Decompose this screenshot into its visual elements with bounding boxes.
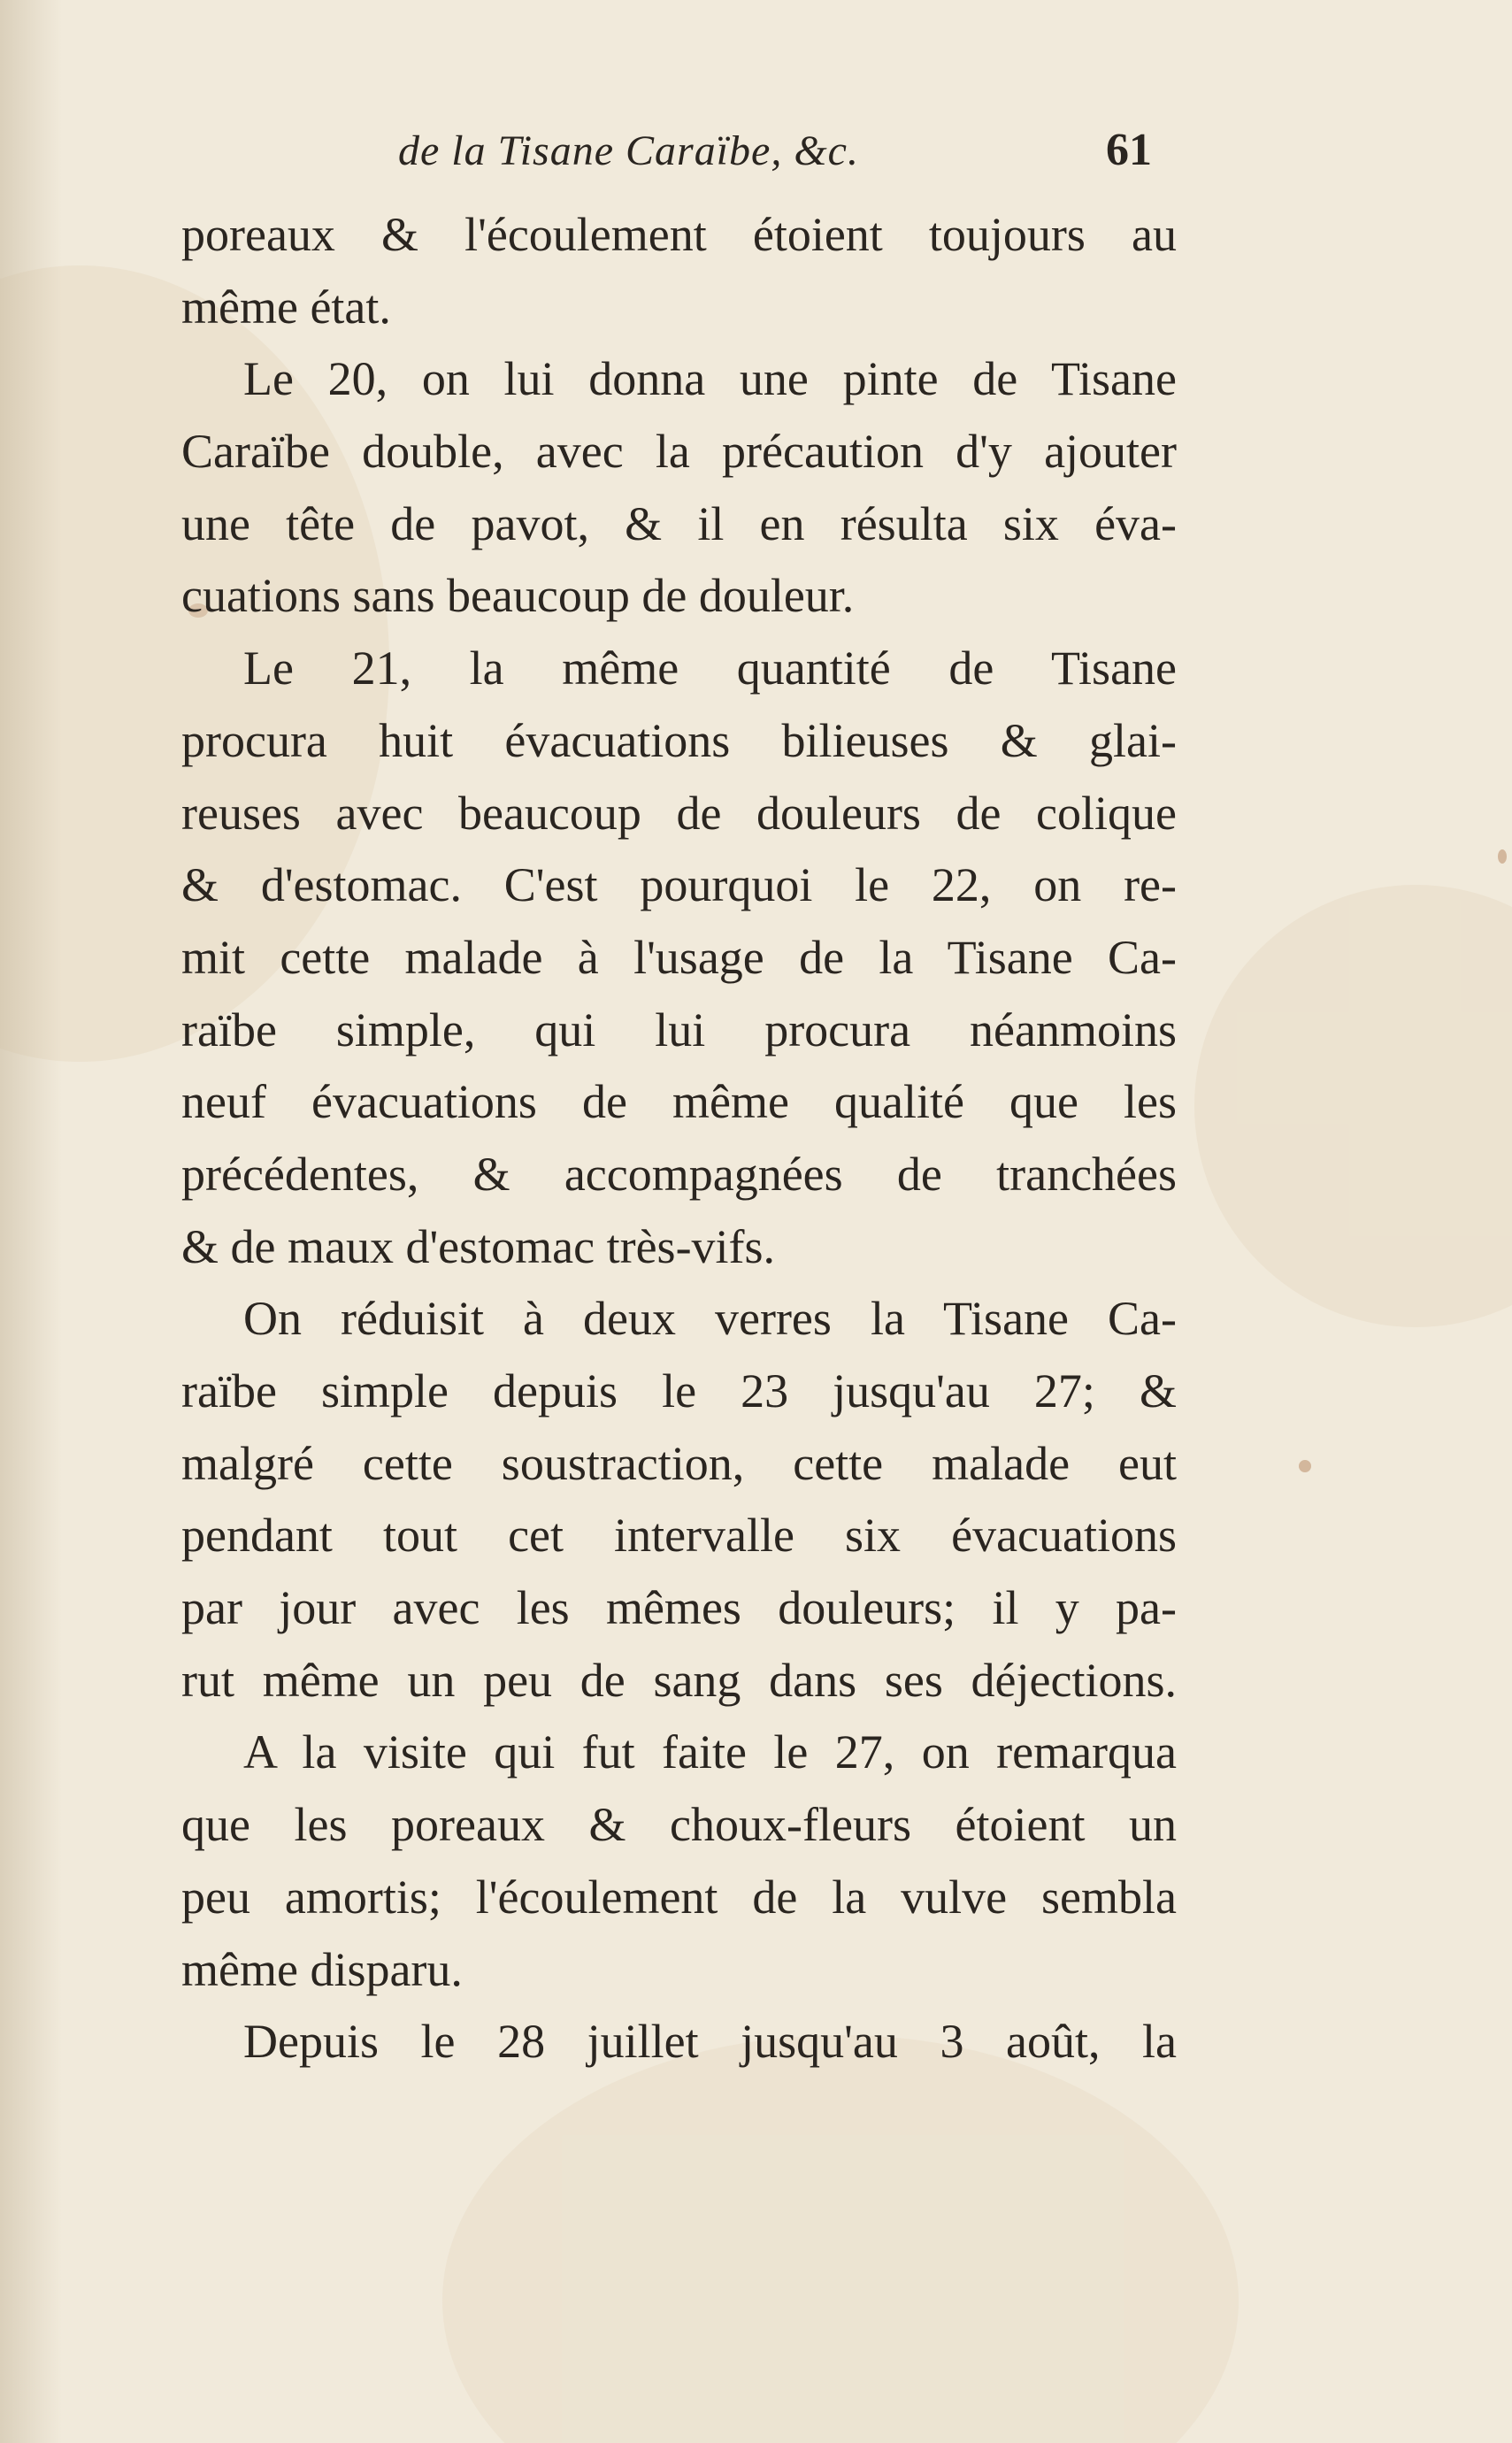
paragraph-start-line: Depuis le 28 juillet jusqu'au 3 août, la: [243, 2015, 1177, 2069]
paper-stain: [1194, 885, 1512, 1327]
text-line: raïbe simple depuis le 23 jusqu'au 27; &: [181, 1364, 1177, 1417]
text-line: reuses avec beaucoup de douleurs de colique: [181, 786, 1177, 840]
text-line: poreaux & l'écoulement étoient toujours au: [181, 208, 1177, 261]
text-line: & de maux d'estomac très-vifs.: [181, 1219, 776, 1273]
gutter-shadow: [0, 0, 62, 2443]
foxing-spot: [1299, 1460, 1311, 1472]
text-line: une tête de pavot, & il en résulta six éva-: [181, 496, 1177, 550]
text-line: même état.: [181, 280, 391, 334]
text-line: par jour avec les mêmes douleurs; il y pa-: [181, 1581, 1177, 1635]
running-head: de la Tisane Caraïbe, &c.: [398, 127, 859, 174]
page-number: 61: [1106, 125, 1152, 175]
paper-stain: [442, 2035, 1239, 2443]
paragraph-start-line: On réduisit à deux verres la Tisane Ca-: [243, 1292, 1177, 1346]
text-line: mit cette malade à l'usage de la Tisane Ca-: [181, 930, 1177, 984]
text-line: raïbe simple, qui lui procura néanmoins: [181, 1003, 1177, 1056]
text-line: que les poreaux & choux-fleurs étoient un: [181, 1798, 1177, 1852]
text-line: malgré cette soustraction, cette malade eut: [181, 1436, 1177, 1490]
text-line: neuf évacuations de même qualité que les: [181, 1075, 1177, 1129]
text-line: pendant tout cet intervalle six évacuations: [181, 1509, 1177, 1563]
text-line: cuations sans beaucoup de douleur.: [181, 569, 855, 623]
text-line: procura huit évacuations bilieuses & glai-: [181, 713, 1177, 767]
paragraph-start-line: A la visite qui fut faite le 27, on remarqua: [243, 1725, 1177, 1779]
text-line: rut même un peu de sang dans ses déjections.: [181, 1653, 1177, 1707]
body-text: [181, 199, 1177, 2078]
text-line: & d'estomac. C'est pourquoi le 22, on re-: [181, 858, 1177, 912]
paragraph-start-line: Le 20, on lui donna une pinte de Tisane: [243, 352, 1177, 406]
paragraph-start-line: Le 21, la même quantité de Tisane: [243, 641, 1177, 695]
text-line: précédentes, & accompagnées de tranchées: [181, 1147, 1177, 1201]
text-line: même disparu.: [181, 1942, 463, 1996]
text-line: peu amortis; l'écoulement de la vulve sembla: [181, 1870, 1177, 1924]
foxing-spot: [1498, 849, 1507, 864]
text-line: Caraïbe double, avec la précaution d'y ajouter: [181, 425, 1177, 479]
